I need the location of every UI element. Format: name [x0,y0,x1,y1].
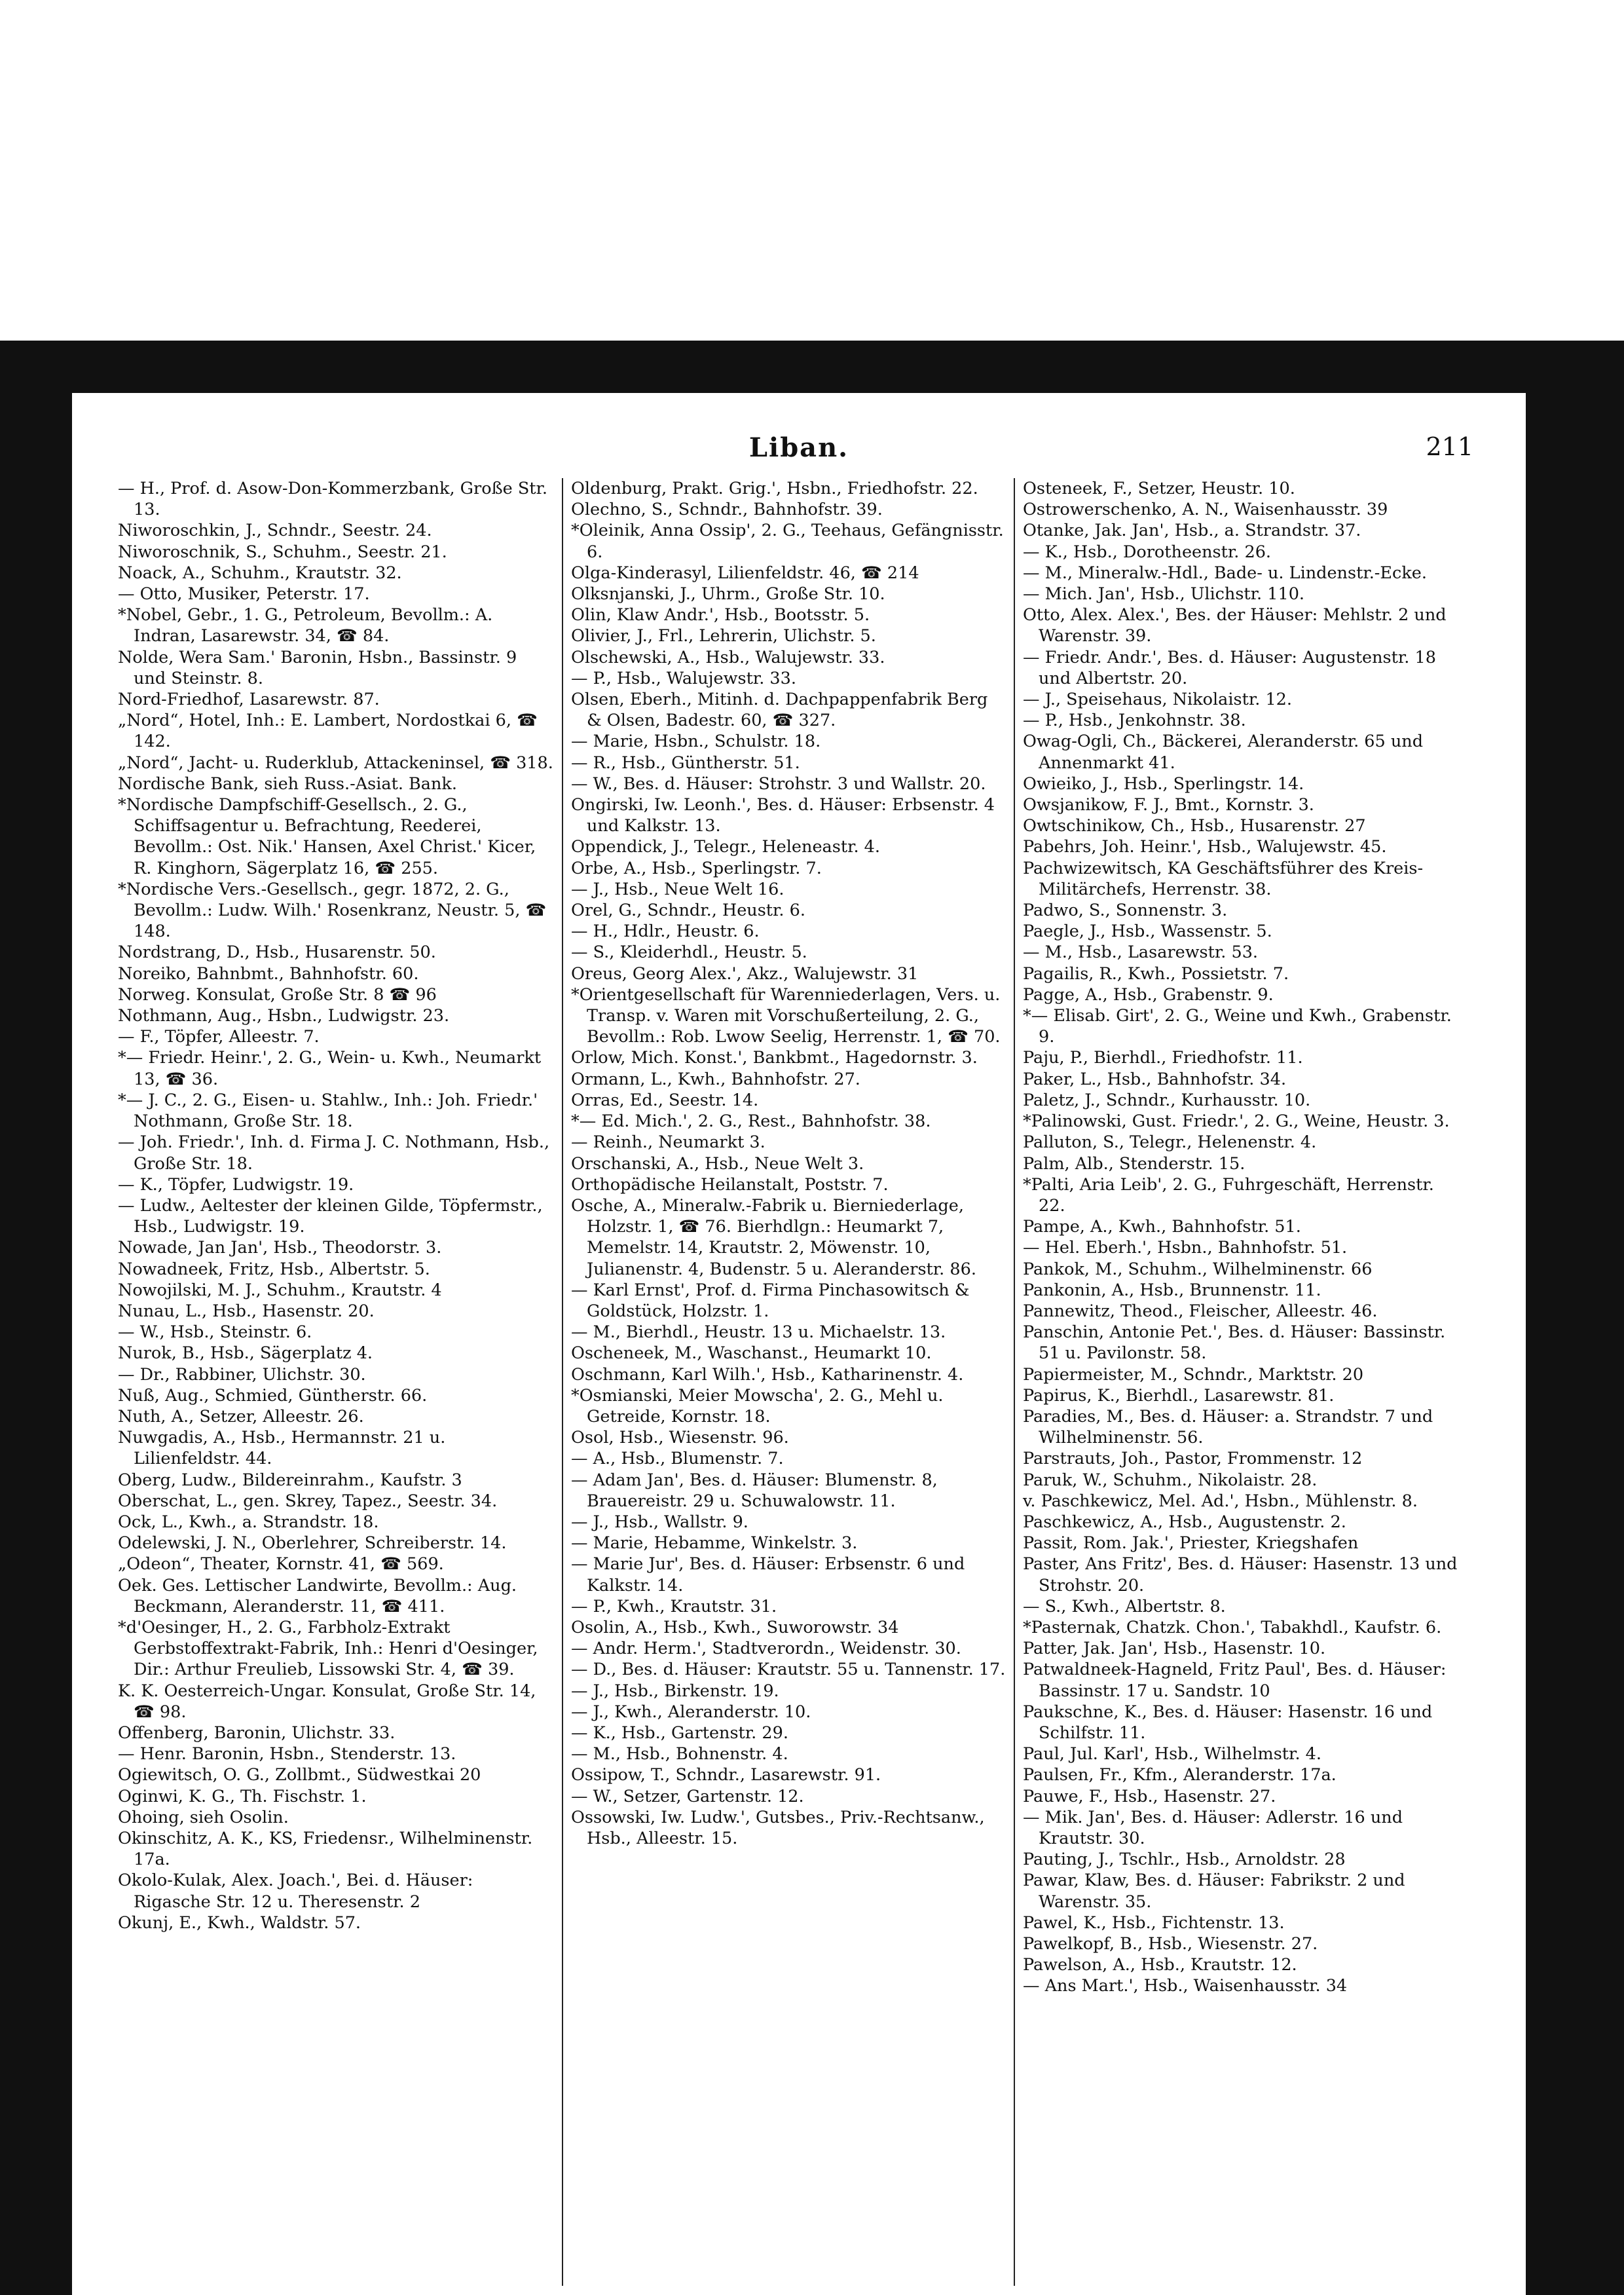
directory-entry: — Adam Jan', Bes. d. Häuser: Blumenstr. 8, Brauereistr. 29 u. Schuwalowstr. 11. [571,1470,938,1511]
directory-entry: Otanke, Jak. Jan', Hsb., a. Strandstr. 37. [1023,521,1361,541]
directory-entry: — Hel. Eberh.', Hsbn., Bahnhofstr. 51. [1023,1238,1348,1258]
directory-entry: — F., Töpfer, Alleestr. 7. [118,1027,320,1047]
directory-entry: *Nordische Vers.-Gesellsch., gegr. 1872, 2. G., Bevollm.: Ludw. Wilh.' Rosenkranz, Neustr. 5, ☎ 148. [118,879,547,942]
directory-entry: Orbe, A., Hsb., Sperlingstr. 7. [571,858,822,878]
directory-entry: Paster, Ans Fritz', Bes. d. Häuser: Hasenstr. 13 und Strohstr. 20. [1023,1554,1458,1595]
directory-entry: Panschin, Antonie Pet.', Bes. d. Häuser: Bassinstr. 51 u. Pavilonstr. 58. [1023,1322,1446,1364]
directory-entry: Ogiewitsch, O. G., Zollbmt., Südwestkai 20 [118,1765,481,1785]
directory-page [72,393,1526,2295]
directory-entry: Orras, Ed., Seestr. 14. [571,1090,759,1110]
directory-entry: — A., Hsb., Blumenstr. 7. [571,1449,784,1469]
directory-entry: — Reinh., Neumarkt 3. [571,1132,766,1153]
directory-entry: Olechno, S., Schndr., Bahnhofstr. 39. [571,500,883,520]
directory-entry: Norweg. Konsulat, Große Str. 8 ☎ 96 [118,984,437,1005]
column-1 [110,478,562,2286]
directory-entry: Nowojilski, M. J., Schuhm., Krautstr. 4 [118,1280,442,1300]
directory-entry: — W., Bes. d. Häuser: Strohstr. 3 und Wallstr. 20. [571,774,986,794]
directory-entry: Osol, Hsb., Wiesenstr. 96. [571,1428,789,1448]
column-2 [562,478,1014,2286]
directory-entry: Nordische Bank, sieh Russ.-Asiat. Bank. [118,774,457,794]
directory-entry: — W., Hsb., Steinstr. 6. [118,1322,312,1343]
page-title: Liban. [748,432,849,463]
directory-entry: Olga-Kinderasyl, Lilienfeldstr. 46, ☎ 214 [571,563,919,583]
directory-entry: — D., Bes. d. Häuser: Krautstr. 55 u. Tannenstr. 17. [571,1660,1006,1680]
directory-entry: Ormann, L., Kwh., Bahnhofstr. 27. [571,1069,860,1089]
directory-entry: *Oleinik, Anna Ossip', 2. G., Teehaus, Gefängnisstr. 6. [571,521,1004,562]
directory-entry: *— Elisab. Girt', 2. G., Weine und Kwh., Grabenstr. 9. [1023,1006,1452,1047]
directory-entry: Pawelkopf, B., Hsb., Wiesenstr. 27. [1023,1934,1318,1954]
directory-entry: — J., Hsb., Birkenstr. 19. [571,1681,779,1701]
directory-entry: Ossowski, Iw. Ludw.', Gutsbes., Priv.-Rechtsanw., Hsb., Alleestr. 15. [571,1807,985,1848]
directory-entry: — Marie, Hebamme, Winkelstr. 3. [571,1533,858,1554]
directory-entry: — J., Kwh., Aleranderstr. 10. [571,1702,811,1722]
directory-entry: Nuß, Aug., Schmied, Güntherstr. 66. [118,1385,428,1406]
directory-entry: Nurok, B., Hsb., Sägerplatz 4. [118,1343,373,1364]
directory-entry: *Pasternak, Chatzk. Chon.', Tabakhdl., Kaufstr. 6. [1023,1617,1442,1637]
directory-entry: Passit, Rom. Jak.', Priester, Kriegshafen [1023,1533,1359,1554]
directory-entry: — K., Töpfer, Ludwigstr. 19. [118,1174,354,1195]
directory-entry: „Odeon“, Theater, Kornstr. 41, ☎ 569. [118,1554,444,1575]
directory-entry: Paegle, J., Hsb., Wassenstr. 5. [1023,922,1272,942]
directory-entry: Pagailis, R., Kwh., Possietstr. 7. [1023,963,1289,984]
directory-entry: — S., Kleiderhdl., Heustr. 5. [571,942,807,963]
directory-entry: Orschanski, A., Hsb., Neue Welt 3. [571,1153,864,1174]
directory-entry: Offenberg, Baronin, Ulichstr. 33. [118,1723,396,1743]
directory-entry: — P., Kwh., Krautstr. 31. [571,1596,777,1616]
directory-entry: Oreus, Georg Alex.', Akz., Walujewstr. 31 [571,963,919,984]
scan-border-right [1526,341,1624,2295]
directory-entry: Niworoschnik, S., Schuhm., Seestr. 21. [118,542,447,562]
directory-entry: Paukschne, K., Bes. d. Häuser: Hasenstr. 16 und Schilfstr. 11. [1023,1702,1433,1743]
directory-entry: *Palinowski, Gust. Friedr.', 2. G., Weine, Heustr. 3. [1023,1111,1450,1132]
directory-entry: — M., Hsb., Bohnenstr. 4. [571,1744,788,1764]
directory-entry: — Joh. Friedr.', Inh. d. Firma J. C. Nothmann, Hsb., Große Str. 18. [118,1132,550,1174]
directory-entry: Oek. Ges. Lettischer Landwirte, Bevollm.: Aug. Beckmann, Aleranderstr. 11, ☎ 411. [118,1575,517,1616]
directory-entry: Okinschitz, A. K., KS, Friedensr., Wilhelminenstr. 17a. [118,1829,533,1870]
directory-entry: Owsjanikow, F. J., Bmt., Kornstr. 3. [1023,795,1314,815]
directory-entry: Nuwgadis, A., Hsb., Hermannstr. 21 u. Lilienfeldstr. 44. [118,1428,446,1469]
page-number: 211 [1426,432,1473,461]
directory-entry: Osolin, A., Hsb., Kwh., Suworowstr. 34 [571,1617,899,1637]
directory-columns [110,478,1492,2286]
directory-entry: Nothmann, Aug., Hsbn., Ludwigstr. 23. [118,1006,450,1026]
directory-entry: — S., Kwh., Albertstr. 8. [1023,1596,1226,1616]
directory-entry: — Mik. Jan', Bes. d. Häuser: Adlerstr. 16 und Krautstr. 30. [1023,1807,1403,1848]
directory-entry: Pawar, Klaw, Bes. d. Häuser: Fabrikstr. 2 und Warenstr. 35. [1023,1871,1405,1912]
directory-entry: *— Friedr. Heinr.', 2. G., Wein- u. Kwh., Neumarkt 13, ☎ 36. [118,1048,542,1089]
directory-entry: *Orientgesellschaft für Warenniederlagen, Vers. u. Transp. v. Waren mit Vorschußerteilung, 2. G., Bevollm.: Rob. Lwow Seelig, Herrenstr. 1, ☎ 70. [571,984,1001,1047]
directory-entry: — W., Setzer, Gartenstr. 12. [571,1786,804,1806]
directory-entry: Orlow, Mich. Konst.', Bankbmt., Hagedornstr. 3. [571,1048,978,1068]
directory-entry: — Marie, Hsbn., Schulstr. 18. [571,732,821,752]
directory-entry: Oldenburg, Prakt. Grig.', Hsbn., Friedhofstr. 22. [571,479,978,498]
directory-entry: Pannewitz, Theod., Fleischer, Alleestr. 46. [1023,1301,1378,1321]
directory-entry: Pachwizewitsch, KA Geschäftsführer des Kreis-Militärchefs, Herrenstr. 38. [1023,858,1424,899]
directory-entry: Owag-Ogli, Ch., Bäckerei, Aleranderstr. 65 und Annenmarkt 41. [1023,732,1424,773]
directory-entry: *Osmianski, Meier Mowscha', 2. G., Mehl u. Getreide, Kornstr. 18. [571,1385,944,1427]
directory-entry: Oberg, Ludw., Bildereinrahm., Kaufstr. 3 [118,1470,462,1490]
directory-entry: Otto, Alex. Alex.', Bes. der Häuser: Mehlstr. 2 und Warenstr. 39. [1023,605,1447,646]
directory-entry: Orel, G., Schndr., Heustr. 6. [571,901,805,921]
directory-entry: — R., Hsb., Güntherstr. 51. [571,753,800,773]
directory-entry: Nowadneek, Fritz, Hsb., Albertstr. 5. [118,1259,430,1279]
directory-entry: Pauwe, F., Hsb., Hasenstr. 27. [1023,1786,1276,1806]
directory-entry: Nordstrang, D., Hsb., Husarenstr. 50. [118,942,436,963]
directory-entry: Paruk, W., Schuhm., Nikolaistr. 28. [1023,1470,1318,1490]
directory-entry: Orthopädische Heilanstalt, Poststr. 7. [571,1174,889,1195]
directory-entry: Okolo-Kulak, Alex. Joach.', Bei. d. Häuser: Rigasche Str. 12 u. Theresenstr. 2 [118,1871,473,1912]
directory-entry: *— Ed. Mich.', 2. G., Rest., Bahnhofstr. 38. [571,1111,931,1132]
directory-entry: Olschewski, A., Hsb., Walujewstr. 33. [571,647,885,667]
directory-entry: Nord-Friedhof, Lasarewstr. 87. [118,690,380,710]
directory-entry: — Marie Jur', Bes. d. Häuser: Erbsenstr. 6 und Kalkstr. 14. [571,1554,965,1595]
directory-entry: Nuth, A., Setzer, Alleestr. 26. [118,1406,364,1427]
directory-entry: — Henr. Baronin, Hsbn., Stenderstr. 13. [118,1744,456,1764]
directory-entry: Paradies, M., Bes. d. Häuser: a. Strandstr. 7 und Wilhelminenstr. 56. [1023,1406,1433,1448]
directory-entry: Paletz, J., Schndr., Kurhausstr. 10. [1023,1090,1311,1110]
directory-entry: — P., Hsb., Jenkohnstr. 38. [1023,711,1246,731]
directory-entry: Nolde, Wera Sam.' Baronin, Hsbn., Bassinstr. 9 und Steinstr. 8. [118,647,517,688]
directory-entry: Pauting, J., Tschlr., Hsb., Arnoldstr. 28 [1023,1850,1346,1870]
directory-entry: Nowade, Jan Jan', Hsb., Theodorstr. 3. [118,1238,442,1258]
directory-entry: K. K. Oesterreich-Ungar. Konsulat, Große Str. 14, ☎ 98. [118,1681,536,1722]
directory-entry: Pankonin, A., Hsb., Brunnenstr. 11. [1023,1280,1321,1300]
directory-entry: Pampe, A., Kwh., Bahnhofstr. 51. [1023,1217,1301,1237]
column-3 [1014,478,1466,2286]
directory-entry: Oschmann, Karl Wilh.', Hsb., Katharinenstr. 4. [571,1364,964,1385]
directory-entry: Paschkewicz, A., Hsb., Augustenstr. 2. [1023,1512,1346,1532]
directory-entry: — M., Bierhdl., Heustr. 13 u. Michaelstr. 13. [571,1322,946,1343]
directory-entry: Papiermeister, M., Schndr., Marktstr. 20 [1023,1364,1364,1385]
directory-entry: Palm, Alb., Stenderstr. 15. [1023,1153,1246,1174]
directory-entry: Ossipow, T., Schndr., Lasarewstr. 91. [571,1765,881,1785]
directory-entry: Noreiko, Bahnbmt., Bahnhofstr. 60. [118,963,419,984]
directory-entry: Ohoing, sieh Osolin. [118,1807,289,1827]
directory-entry: Owieiko, J., Hsb., Sperlingstr. 14. [1023,774,1304,794]
directory-entry: Patwaldneek-Hagneld, Fritz Paul', Bes. d. Häuser: Bassinstr. 17 u. Sandstr. 10 [1023,1660,1447,1701]
directory-entry: Ostrowerschenko, A. N., Waisenhausstr. 39 [1023,500,1388,520]
directory-entry: Palluton, S., Telegr., Helenenstr. 4. [1023,1132,1317,1153]
directory-entry: Oberschat, L., gen. Skrey, Tapez., Seestr. 34. [118,1491,498,1511]
directory-entry: Pagge, A., Hsb., Grabenstr. 9. [1023,984,1274,1005]
directory-entry: Oginwi, K. G., Th. Fischstr. 1. [118,1786,367,1806]
directory-entry: Nunau, L., Hsb., Hasenstr. 20. [118,1301,375,1321]
directory-entry: — Mich. Jan', Hsb., Ulichstr. 110. [1023,584,1305,605]
directory-entry: — Ludw., Aeltester der kleinen Gilde, Töpfermstr., Hsb., Ludwigstr. 19. [118,1195,543,1237]
directory-entry: — Ans Mart.', Hsb., Waisenhausstr. 34 [1023,1976,1348,1996]
directory-entry: Parstrauts, Joh., Pastor, Frommenstr. 12 [1023,1449,1363,1469]
directory-entry: Odelewski, J. N., Oberlehrer, Schreiberstr. 14. [118,1533,507,1554]
page-header [111,432,1486,472]
directory-entry: „Nord“, Hotel, Inh.: E. Lambert, Nordostkai 6, ☎ 142. [118,711,538,752]
directory-entry: Olsen, Eberh., Mitinh. d. Dachpappenfabrik Berg & Olsen, Badestr. 60, ☎ 327. [571,690,988,731]
directory-entry: — K., Hsb., Dorotheenstr. 26. [1023,542,1272,562]
directory-entry: *Nordische Dampfschiff-Gesellsch., 2. G., Schiffsagentur u. Befrachtung, Reederei, Bevollm.: Ost. Nik.' Hansen, Axel Christ.' Kicer, R. Kinghorn, Sägerplatz 16, ☎ 255. [118,795,536,878]
directory-entry: Patter, Jak. Jan', Hsb., Hasenstr. 10. [1023,1639,1326,1659]
directory-entry: — Friedr. Andr.', Bes. d. Häuser: Augustenstr. 18 und Albertstr. 20. [1023,647,1436,688]
directory-entry: — H., Prof. d. Asow-Don-Kommerzbank, Große Str. 13. [118,479,548,520]
directory-entry: Noack, A., Schuhm., Krautstr. 32. [118,563,402,583]
directory-entry: Olin, Klaw Andr.', Hsb., Bootsstr. 5. [571,605,870,625]
directory-entry: — M., Mineralw.-Hdl., Bade- u. Lindenstr.-Ecke. [1023,563,1427,583]
directory-entry: Olksnjanski, J., Uhrm., Große Str. 10. [571,584,885,605]
directory-entry: — H., Hdlr., Heustr. 6. [571,922,760,942]
directory-entry: Osteneek, F., Setzer, Heustr. 10. [1023,479,1295,498]
directory-entry: — Karl Ernst', Prof. d. Firma Pinchasowitsch & Goldstück, Holzstr. 1. [571,1280,970,1321]
scan-border-left [0,341,72,2295]
directory-entry: Pawelson, A., Hsb., Krautstr. 12. [1023,1955,1297,1975]
directory-entry: Pawel, K., Hsb., Fichtenstr. 13. [1023,1912,1285,1933]
directory-entry: Olivier, J., Frl., Lehrerin, Ulichstr. 5. [571,626,876,646]
directory-entry: *— J. C., 2. G., Eisen- u. Stahlw., Inh.: Joh. Friedr.' Nothmann, Große Str. 18. [118,1090,538,1132]
directory-entry: Osche, A., Mineralw.-Fabrik u. Bierniederlage, Holzstr. 1, ☎ 76. Bierhdlgn.: Heumarkt 7, Memelstr. 14, Krautstr. 2, Möwenstr. 10, Julianenstr. 4, Budenstr. 5 u. Aleranderstr. 86. [571,1195,976,1279]
directory-entry: — J., Hsb., Wallstr. 9. [571,1512,748,1532]
directory-entry: — J., Hsb., Neue Welt 16. [571,879,784,899]
directory-entry: Papirus, K., Bierhdl., Lasarewstr. 81. [1023,1385,1335,1406]
directory-entry: *Palti, Aria Leib', 2. G., Fuhrgeschäft, Herrenstr. 22. [1023,1174,1434,1216]
directory-entry: — Dr., Rabbiner, Ulichstr. 30. [118,1364,366,1385]
directory-entry: v. Paschkewicz, Mel. Ad.', Hsbn., Mühlenstr. 8. [1023,1491,1418,1511]
directory-entry: Paju, P., Bierhdl., Friedhofstr. 11. [1023,1048,1303,1068]
directory-entry: *Nobel, Gebr., 1. G., Petroleum, Bevollm.: A. Indran, Lasarewstr. 34, ☎ 84. [118,605,493,646]
directory-entry: Owtschinikow, Ch., Hsb., Husarenstr. 27 [1023,816,1366,836]
directory-entry: Okunj, E., Kwh., Waldstr. 57. [118,1912,361,1933]
directory-entry: Oppendick, J., Telegr., Heleneastr. 4. [571,837,880,857]
directory-entry: Paker, L., Hsb., Bahnhofstr. 34. [1023,1069,1287,1089]
directory-entry: „Nord“, Jacht- u. Ruderklub, Attackeninsel, ☎ 318. [118,753,553,773]
directory-entry: — J., Speisehaus, Nikolaistr. 12. [1023,690,1293,710]
directory-entry: Ongirski, Iw. Leonh.', Bes. d. Häuser: Erbsenstr. 4 und Kalkstr. 13. [571,795,995,836]
directory-entry: *d'Oesinger, H., 2. G., Farbholz-Extrakt Gerbstoffextrakt-Fabrik, Inh.: Henri d'Oesinger, Dir.: Arthur Freulieb, Lissowski Str. 4, ☎ 39. [118,1617,538,1680]
directory-entry: — K., Hsb., Gartenstr. 29. [571,1723,788,1743]
directory-entry: Pankok, M., Schuhm., Wilhelminenstr. 66 [1023,1259,1373,1279]
directory-entry: — P., Hsb., Walujewstr. 33. [571,668,796,688]
directory-entry: Padwo, S., Sonnenstr. 3. [1023,901,1228,921]
directory-entry: Paul, Jul. Karl', Hsb., Wilhelmstr. 4. [1023,1744,1321,1764]
directory-entry: — M., Hsb., Lasarewstr. 53. [1023,942,1259,963]
directory-entry: Oscheneek, M., Waschanst., Heumarkt 10. [571,1343,932,1364]
directory-entry: — Otto, Musiker, Peterstr. 17. [118,584,370,605]
directory-entry: Pabehrs, Joh. Heinr.', Hsb., Walujewstr. 45. [1023,837,1387,857]
directory-entry: Ock, L., Kwh., a. Strandstr. 18. [118,1512,379,1532]
directory-entry: Paulsen, Fr., Kfm., Aleranderstr. 17a. [1023,1765,1337,1785]
directory-entry: Niworoschkin, J., Schndr., Seestr. 24. [118,521,432,541]
directory-entry: — Andr. Herm.', Stadtverordn., Weidenstr. 30. [571,1639,961,1659]
